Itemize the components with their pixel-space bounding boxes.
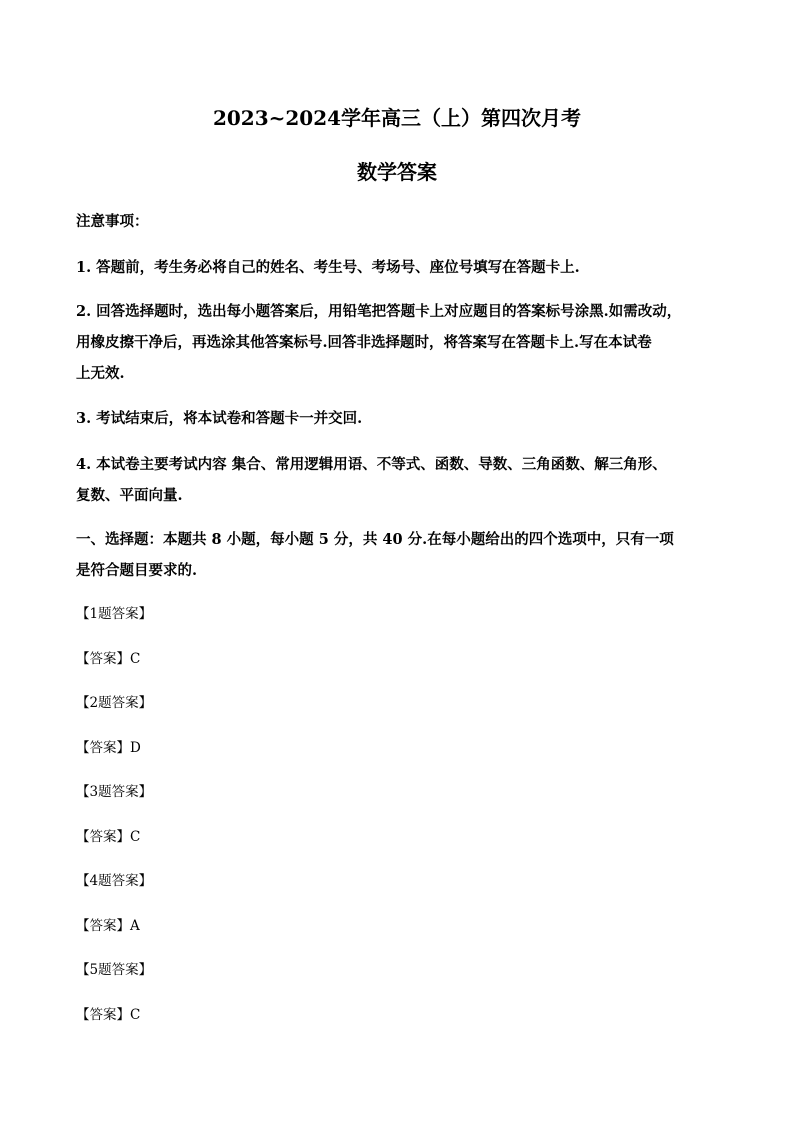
question-2-answer: 【答案】D <box>76 740 141 756</box>
notice-heading: 注意事项： <box>76 213 149 230</box>
question-5-label: 【5题答案】 <box>76 962 153 978</box>
question-4-label: 【4题答案】 <box>76 873 153 889</box>
page-title: 2023~2024学年高三（上）第四次月考 <box>212 106 582 130</box>
section-heading-line-2: 是符合题目要求的. <box>76 562 198 579</box>
question-3-label: 【3题答案】 <box>76 784 153 800</box>
notice-item-4-line-1: 4. 本试卷主要考试内容 集合、常用逻辑用语、不等式、函数、导数、三角函数、解三角形、 <box>76 456 667 473</box>
question-1-answer: 【答案】C <box>76 651 141 667</box>
question-1-label: 【1题答案】 <box>76 606 153 622</box>
notice-item-1: 1. 答题前，考生务必将自己的姓名、考生号、考场号、座位号填写在答题卡上. <box>76 259 580 276</box>
question-2-label: 【2题答案】 <box>76 695 153 711</box>
notice-item-2-line-1: 2. 回答选择题时，选出每小题答案后，用铅笔把答题卡上对应题目的答案标号涂黑.如需改动， <box>76 303 682 320</box>
question-3-answer: 【答案】C <box>76 829 141 845</box>
notice-item-4-line-2: 复数、平面向量. <box>76 487 183 504</box>
question-5-answer: 【答案】C <box>76 1007 141 1023</box>
notice-item-2-line-2: 用橡皮擦干净后，再选涂其他答案标号.回答非选择题时，将答案写在答题卡上.写在本试卷 <box>76 334 652 351</box>
notice-item-3: 3. 考试结束后，将本试卷和答题卡一并交回. <box>76 410 363 427</box>
question-4-answer: 【答案】A <box>76 918 140 934</box>
page-subtitle: 数学答案 <box>357 160 437 184</box>
section-heading-line-1: 一、选择题：本题共 8 小题，每小题 5 分，共 40 分.在每小题给出的四个选项中，只有一项 <box>76 531 674 548</box>
notice-item-2-line-3: 上无效. <box>76 365 125 382</box>
